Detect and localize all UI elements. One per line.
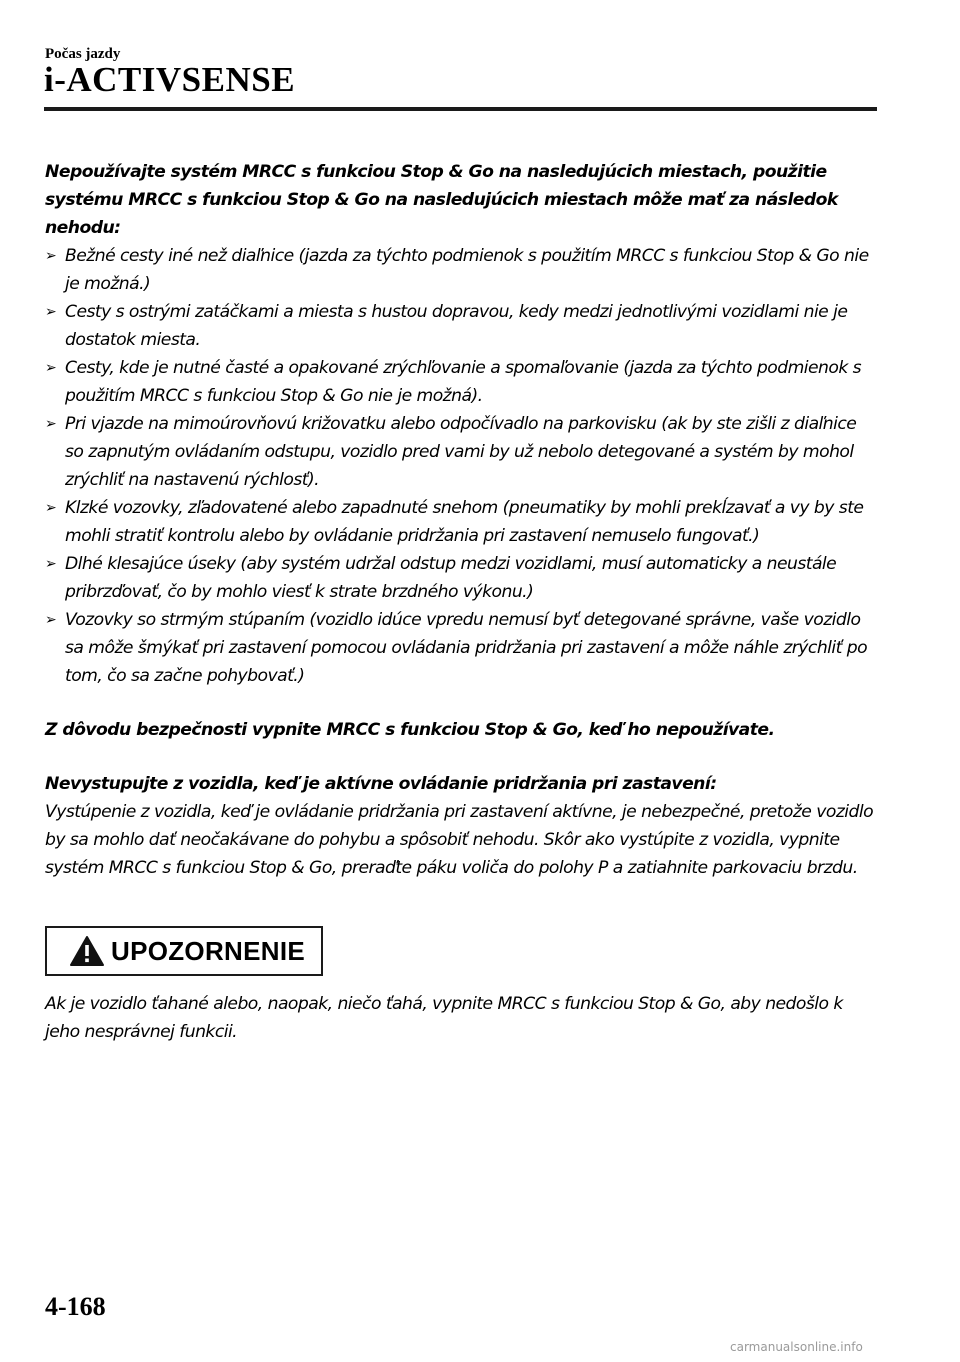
- list-item: [45, 550, 875, 606]
- arrow-icon: ➢: [45, 248, 57, 264]
- list-item-text: Dlhé klesajúce úseky (aby systém udržal odstup medzi vozidlami, musí automaticky a neustále pribrzďovať, čo by mohlo viesť k strate brzdného výkonu.): [65, 554, 837, 602]
- warning-content: [45, 158, 875, 882]
- safety-note: Z dôvodu bezpečnosti vypnite MRCC s funkciou Stop & Go, keď ho nepoužívate.: [45, 720, 775, 740]
- arrow-icon: ➢: [45, 416, 57, 432]
- list-item: [45, 298, 875, 354]
- page-number: 4-168: [45, 1292, 106, 1321]
- arrow-icon: ➢: [45, 612, 57, 628]
- arrow-icon: ➢: [45, 556, 57, 572]
- list-item: [45, 410, 875, 494]
- caution-banner: [45, 926, 323, 976]
- arrow-icon: ➢: [45, 500, 57, 516]
- list-item: [45, 494, 875, 550]
- exit-text: Vystúpenie z vozidla, keď je ovládanie pridržania pri zastavení aktívne, je nebezpečné, pretože vozidlo by sa mohlo dať neočakávane do pohybu a spôsobiť nehodu. Skôr ako vystúpite z vozidla, vypnite systém MRCC s funkciou Stop & Go, preraďte páku voliča do polohy P a zatiahnite parkovaciu brzdu.: [45, 802, 874, 878]
- list-item: [45, 354, 875, 410]
- section-label: Počas jazdy: [45, 46, 121, 62]
- warning-triangle-icon: [69, 935, 105, 967]
- list-item-text: Cesty s ostrými zatáčkami a miesta s hustou dopravou, kedy medzi jednotlivými vozidlami nie je dostatok miesta.: [65, 302, 848, 350]
- page-title: i-ACTIVSENSE: [44, 60, 296, 99]
- list-item: [45, 606, 875, 690]
- caution-label: UPOZORNENIE: [111, 935, 305, 966]
- bullet-list: [45, 242, 875, 690]
- list-item-text: Pri vjazde na mimoúrovňovú križovatku alebo odpočívadlo na parkovisku (ak by ste zišli z diaľnice so zapnutým ovládaním odstupu, vozidlo pred vami by už nebolo detegované a systém by mohol zrýchliť na nastavenú rýchlosť).: [65, 414, 857, 490]
- arrow-icon: ➢: [45, 304, 57, 320]
- list-item: [45, 242, 875, 298]
- list-item-text: Cesty, kde je nutné časté a opakované zrýchľovanie a spomaľovanie (jazda za týchto podmienok s použitím MRCC s funkciou Stop & Go nie je možná).: [65, 358, 862, 406]
- caution-text: Ak je vozidlo ťahané alebo, naopak, niečo ťahá, vypnite MRCC s funkciou Stop & Go, aby nedošlo k jeho nesprávnej funkcii.: [45, 994, 843, 1042]
- list-item-text: Vozovky so strmým stúpaním (vozidlo idúce vpredu nemusí byť detegované správne, vaše vozidlo sa môže šmýkať pri zastavení pomocou ovládania pridržania pri zastavení a môže náhle zrýchliť po tom, čo sa začne pohybovať.): [65, 610, 868, 686]
- warning-lead: Nepoužívajte systém MRCC s funkciou Stop & Go na nasledujúcich miestach, použitie systému MRCC s funkciou Stop & Go na nasledujúcich miestach môže mať za následok nehodu:: [45, 162, 838, 238]
- footer-watermark: carmanualsonline.info: [730, 1340, 863, 1354]
- header-divider: [44, 107, 877, 111]
- arrow-icon: ➢: [45, 360, 57, 376]
- list-item-text: Klzké vozovky, zľadovatené alebo zapadnuté snehom (pneumatiky by mohli prekĺzavať a vy by ste mohli stratiť kontrolu alebo by ovládanie pridržania pri zastavení nemuselo fungovať.): [65, 498, 864, 546]
- list-item-text: Bežné cesty iné než diaľnice (jazda za týchto podmienok s použitím MRCC s funkciou Stop & Go nie je možná.): [65, 246, 869, 294]
- exit-heading: Nevystupujte z vozidla, keď je aktívne ovládanie pridržania pri zastavení:: [45, 774, 717, 794]
